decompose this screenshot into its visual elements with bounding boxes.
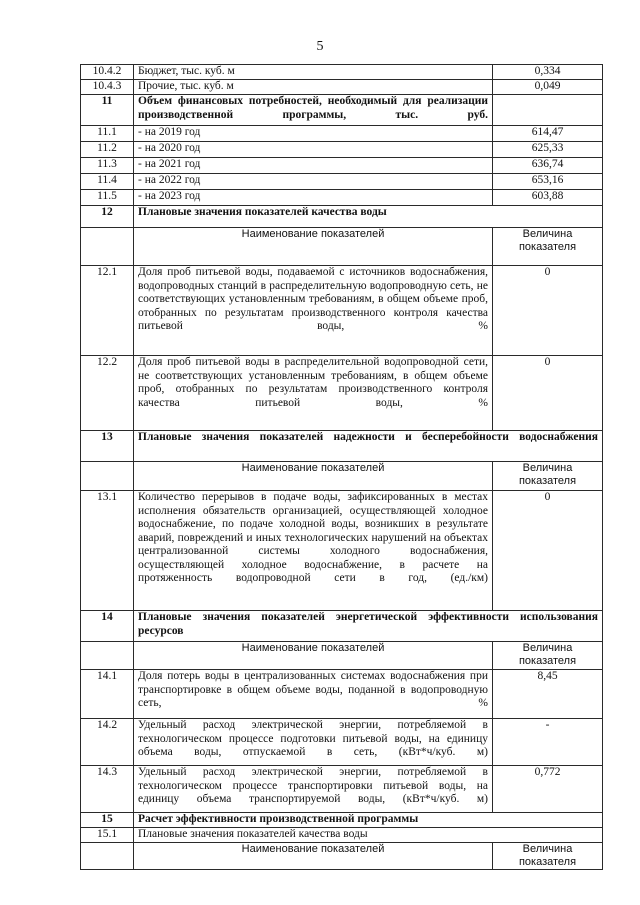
row-label: Бюджет, тыс. куб. м [134,65,493,80]
section-title: Плановые значения показателей надежности и бесперебойности водоснабжения [134,431,603,462]
table-row [81,190,603,206]
row-value: 0,772 [493,766,603,813]
row-label: Удельный расход электрической энергии, потребляемой в технологическом процессе подготовки питьевой воды, на единицу объема воды, отпускаемой в сеть, (кВт*ч/куб. м) [134,719,493,766]
table-row [81,65,603,80]
column-header-row [81,843,603,870]
section-header [81,95,603,126]
row-label: - на 2023 год [134,190,493,206]
column-header-name: Наименование показателей [134,228,493,266]
row-number: 11.1 [81,126,134,142]
section-number: 11 [81,95,134,126]
section-title: Плановые значения показателей качества воды [134,206,603,228]
row-label: Количество перерывов в подаче воды, зафиксированных в местах исполнения обязательств организацией, осуществляющей холодное водоснабжение, по подаче холодной воды, возникших в результате аварий, повреждений и иных технологических нарушений на объектах централизованной системы холодного водоснабжения, осуществляющей холодное водоснабжение, в расчете на протяженность водопроводной сети в год, (ед./км) [134,491,493,611]
row-value: - [493,719,603,766]
section-title: Плановые значения показателей энергетической эффективности использования ресурсов [134,611,603,642]
program-table [80,64,603,870]
row-number: 11.5 [81,190,134,206]
empty-cell [81,843,134,870]
row-label: Плановые значения показателей качества воды [134,828,603,843]
column-header-value: Величина показателя [493,462,603,491]
table-row [81,80,603,95]
row-value: 614,47 [493,126,603,142]
row-number: 10.4.2 [81,65,134,80]
row-value: 603,88 [493,190,603,206]
row-number: 11.4 [81,174,134,190]
row-number: 11.2 [81,142,134,158]
table-row [81,828,603,843]
column-header-value: Величина показателя [493,843,603,870]
table-row [81,174,603,190]
section-header [81,431,603,462]
row-label: Доля проб питьевой воды, подаваемой с источников водоснабжения, водопроводных станций в распределительную водопроводную сеть, не соответствующих установленным требованиям, в общем объеме проб, отобранных по результатам производственного контроля качества питьевой воды, % [134,266,493,356]
table-row [81,126,603,142]
column-header-name: Наименование показателей [134,642,493,670]
column-header-name: Наименование показателей [134,462,493,491]
row-value: 0 [493,356,603,431]
row-label: - на 2020 год [134,142,493,158]
row-number: 14.3 [81,766,134,813]
row-number: 14.2 [81,719,134,766]
table-row [81,356,603,431]
empty-cell [81,642,134,670]
row-value: 653,16 [493,174,603,190]
section-title: Объем финансовых потребностей, необходимый для реализации производственной программы, тыс. руб. [134,95,493,126]
empty-cell [81,462,134,491]
row-number: 14.1 [81,670,134,719]
section-number: 15 [81,813,134,828]
row-label: Доля проб питьевой воды в распределительной водопроводной сети, не соответствующих установленным требованиям, в общем объеме проб, отобранных по результатам производственного контроля качества питьевой воды, % [134,356,493,431]
column-header-row [81,462,603,491]
column-header-value: Величина показателя [493,642,603,670]
table-row [81,670,603,719]
column-header-value: Величина показателя [493,228,603,266]
row-label: Прочие, тыс. куб. м [134,80,493,95]
row-number: 12.1 [81,266,134,356]
column-header-name: Наименование показателей [134,843,493,870]
row-value: 8,45 [493,670,603,719]
section-header [81,611,603,642]
table-row [81,719,603,766]
row-value: 0 [493,491,603,611]
table-row [81,491,603,611]
empty-cell [81,228,134,266]
table-row [81,158,603,174]
empty-cell [493,95,603,126]
section-number: 13 [81,431,134,462]
row-label: - на 2022 год [134,174,493,190]
row-number: 12.2 [81,356,134,431]
section-number: 12 [81,206,134,228]
table-row [81,266,603,356]
section-header [81,813,603,828]
table-row [81,142,603,158]
column-header-row [81,642,603,670]
section-header [81,206,603,228]
row-number: 15.1 [81,828,134,843]
row-label: - на 2019 год [134,126,493,142]
row-number: 10.4.3 [81,80,134,95]
table-row [81,766,603,813]
section-number: 14 [81,611,134,642]
column-header-row [81,228,603,266]
row-value: 625,33 [493,142,603,158]
row-value: 0,049 [493,80,603,95]
row-value: 636,74 [493,158,603,174]
row-label: Удельный расход электрической энергии, потребляемой в технологическом процессе транспортировки питьевой воды, на единицу объема транспортируемой воды, (кВт*ч/куб. м) [134,766,493,813]
page-number: 5 [316,39,324,54]
row-number: 13.1 [81,491,134,611]
section-title: Расчет эффективности производственной программы [134,813,603,828]
row-value: 0,334 [493,65,603,80]
row-label: Доля потерь воды в централизованных системах водоснабжения при транспортировке в общем объеме воды, поданной в водопроводную сеть, % [134,670,493,719]
row-number: 11.3 [81,158,134,174]
row-label: - на 2021 год [134,158,493,174]
row-value: 0 [493,266,603,356]
